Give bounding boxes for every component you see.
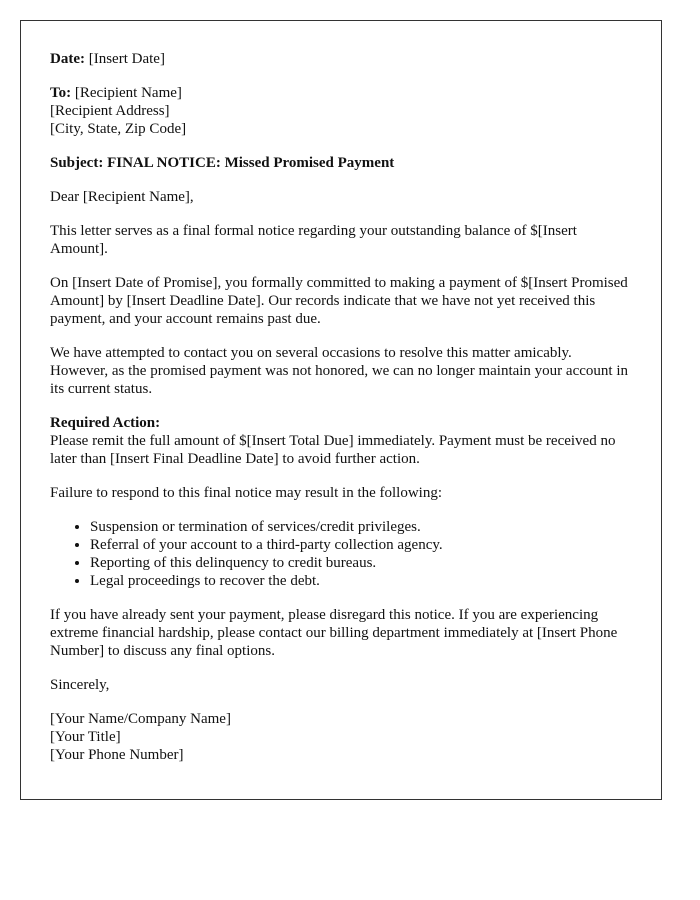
- consequences-list: [50, 518, 632, 590]
- date-value: [Insert Date]: [88, 51, 165, 67]
- required-action-heading: Required Action:: [50, 415, 161, 431]
- list-item: • Legal proceedings to recover the debt.: [90, 572, 632, 590]
- paragraph-contact: We have attempted to contact you on several occasions to resolve this matter amicably. However, as the promised payment was not honored, we can no longer maintain your account in its current status.: [50, 345, 628, 397]
- recipient-address: [Recipient Address]: [50, 103, 170, 119]
- required-action-text: Please remit the full amount of $[Insert Total Due] immediately. Payment must be received no later than [Insert Final Deadline Date] to avoid further action.: [50, 433, 616, 467]
- required-action: [50, 414, 632, 468]
- signoff: Sincerely,: [50, 677, 110, 693]
- paragraph-promise: On [Insert Date of Promise], you formally committed to making a payment of $[Insert Promised Amount] by [Insert Deadline Date]. Our records indicate that we have not yet received this payment, and your account remains past due.: [50, 275, 628, 327]
- signature-name: [Your Name/Company Name]: [50, 711, 231, 727]
- subject-text: Subject: FINAL NOTICE: Missed Promised Payment: [50, 155, 395, 171]
- date-line: [50, 50, 632, 68]
- to-label: To:: [50, 85, 72, 101]
- consequences-intro: Failure to respond to this final notice may result in the following:: [50, 485, 443, 501]
- list-item: • Referral of your account to a third-party collection agency.: [90, 536, 632, 554]
- signature-phone: [Your Phone Number]: [50, 747, 184, 763]
- recipient-block: [50, 84, 632, 138]
- signature-title: [Your Title]: [50, 729, 121, 745]
- list-item: • Suspension or termination of services/credit privileges.: [90, 518, 632, 536]
- signature-block: [50, 710, 632, 764]
- recipient-city: [City, State, Zip Code]: [50, 121, 187, 137]
- date-label: Date:: [50, 51, 85, 67]
- recipient-name: [Recipient Name]: [74, 85, 182, 101]
- salutation: Dear [Recipient Name],: [50, 189, 194, 205]
- subject-line: [50, 154, 632, 172]
- list-item: • Reporting of this delinquency to credit bureaus.: [90, 554, 632, 572]
- closing-paragraph: If you have already sent your payment, please disregard this notice. If you are experiencing extreme financial hardship, please contact our billing department immediately at [Insert Phone Number] to discuss any final options.: [50, 607, 618, 659]
- paragraph-balance: This letter serves as a final formal notice regarding your outstanding balance of $[Insert Amount].: [50, 223, 577, 257]
- letter: [20, 20, 662, 800]
